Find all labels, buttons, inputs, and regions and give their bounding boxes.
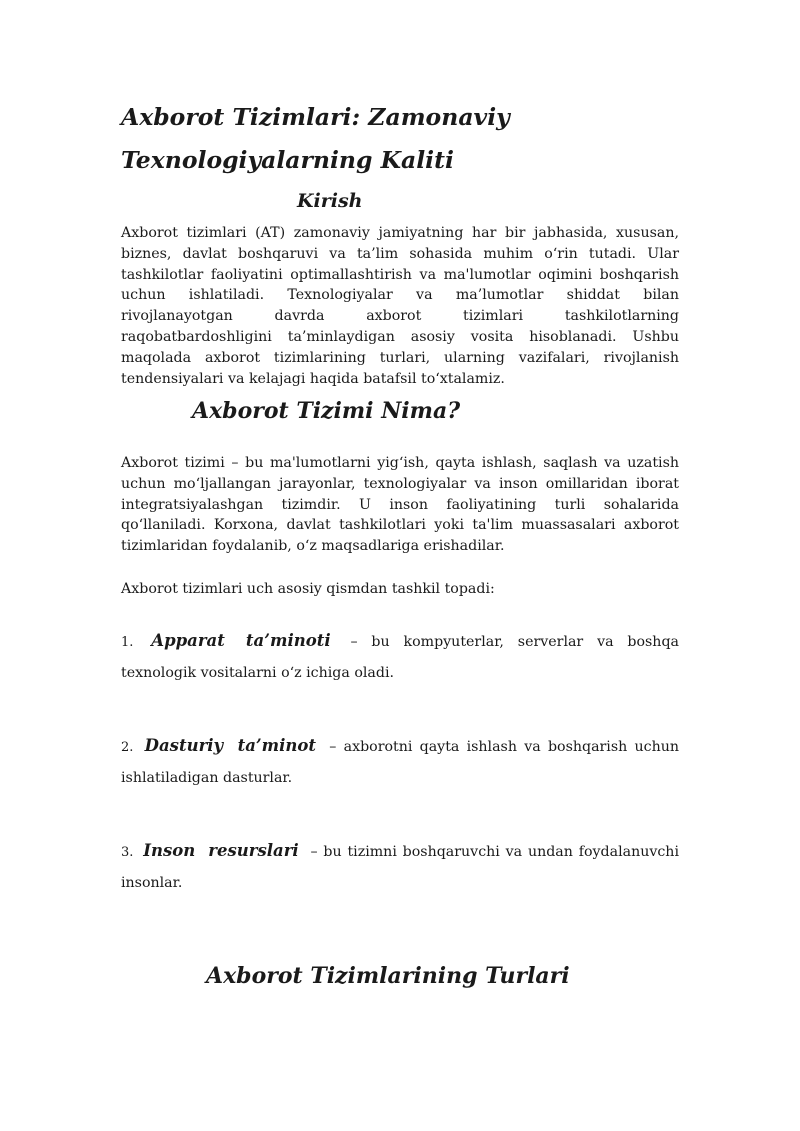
list-item-term: Apparat ta’minoti: [151, 631, 331, 650]
list-item-term: Inson resurslari: [143, 841, 299, 860]
section-heading-types: Axborot Tizimlarining Turlari: [206, 963, 570, 989]
section-heading-definition: Axborot Tizimi Nima?: [192, 398, 461, 424]
list-item: [121, 731, 679, 793]
parts-intro-paragraph: Axborot tizimlari uch asosiy qismdan tashkil topadi:: [121, 581, 495, 597]
list-item-number: 3.: [121, 845, 134, 860]
section-heading-intro: Kirish: [297, 190, 363, 212]
list-item: [121, 626, 679, 688]
list-item-number: 2.: [121, 740, 134, 755]
list-item-term: Dasturiy ta’minot: [144, 736, 317, 755]
definition-paragraph: Axborot tizimi – bu ma'lumotlarni yig‘ish, qayta ishlash, saqlash va uzatish uchun mo‘ljallangan jarayonlar, texnologiyalar va inson omillaridan iborat integratsiyalashgan tizimdir. U inson faoliyatining turli sohalarida qo‘llaniladi. Korxona, davlat tashkilotlari yoki ta'lim muassasalari axborot tizimlaridan foydalanib, o‘z maqsadlariga erishadilar.: [121, 455, 679, 555]
list-item-description: – bu tizimni boshqaruvchi va undan foydalanuvchi insonlar.: [121, 844, 679, 891]
intro-paragraph: Axborot tizimlari (AT) zamonaviy jamiyatning har bir jabhasida, xususan, biznes, davlat boshqaruvi va ta’lim sohasida muhim o‘rin tutadi. Ular tashkilotlar faoliyatini optimallashtirish va ma'lumotlar oqimini boshqarish uchun ishlatiladi. Texnologiyalar va ma’lumotlar shiddat bilan rivojlanayotgan davrda axborot tizimlari tashkilotlarning raqobatbardoshligini ta’minlaydigan asosiy vosita hisoblanadi. Ushbu maqolada axborot tizimlarining turlari, ularning vazifalari, rivojlanish tendensiyalari va kelajagi haqida batafsil to‘xtalamiz.: [121, 225, 679, 387]
list-item-description: – axborotni qayta ishlash va boshqarish uchun ishlatiladigan dasturlar.: [121, 739, 680, 786]
list-item-number: 1.: [121, 635, 134, 650]
document-title: Axborot Tizimlari: Zamonaviy Texnologiyalarning Kaliti: [121, 103, 510, 174]
list-item: [121, 836, 679, 898]
list-item-description: – bu kompyuterlar, serverlar va boshqa texnologik vositalarni o‘z ichiga oladi.: [121, 634, 679, 681]
